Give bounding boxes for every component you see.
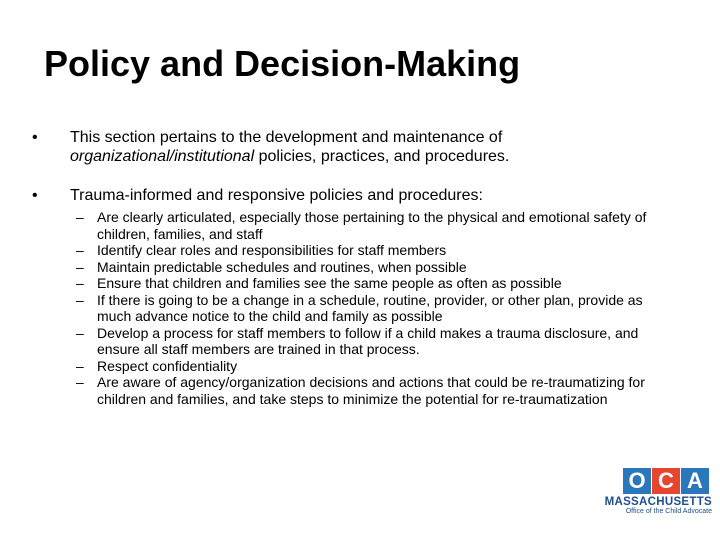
bullet-item [30,186,680,205]
sub-bullet-item: – Ensure that children and families see the same people as often as possible [76,275,562,291]
sub-bullet-marker: – [76,357,84,374]
bullet-text: This section pertains to the development and maintenance of organizational/institutional policies, practices, and procedures. [70,129,510,165]
slide-title: Policy and Decision-Making [44,43,521,84]
oca-logo [594,468,712,530]
emphasis-text: organizational/institutional [70,148,255,165]
sub-bullet-item: – Are clearly articulated, especially those pertaining to the physical and emotional safety of children, families, and staff [76,209,647,242]
sub-bullet-marker: – [76,291,84,308]
logo-letter-o: O [623,468,651,494]
logo-letter-a: A [681,468,709,494]
sub-bullet-marker: – [76,374,84,390]
sub-bullet-item: – If there is going to be a change in a schedule, routine, provider, or other plan, provide as much advance notice to the child and family as possible [76,291,643,324]
sub-bullet-item: – Identify clear roles and responsibilities for staff members [76,242,447,258]
sub-bullet-marker: – [76,258,84,275]
bullet-text: Trauma-informed and responsive policies and procedures: [70,187,483,204]
sub-bullet-list [30,209,666,407]
logo-letter-c: C [652,468,680,494]
sub-bullet-item: – Develop a process for staff members to follow if a child makes a trauma disclosure, and ensure all staff members are trained in that process. [76,324,639,357]
bullet-item [30,128,680,166]
logo-subtitle: Office of the Child Advocate [625,508,712,515]
bullet-marker: • [32,129,38,146]
sub-bullet-marker: – [76,242,84,258]
sub-bullet-marker: – [76,209,84,225]
bullet-list [30,128,680,407]
sub-bullet-marker: – [76,324,84,341]
logo-letters [623,468,712,494]
sub-bullet-item: – Respect confidentiality [76,357,238,374]
sub-bullet-item: – Maintain predictable schedules and routines, when possible [76,258,467,275]
sub-bullet-marker: – [76,275,84,291]
logo-state-name: MASSACHUSETTS [604,496,712,508]
sub-bullet-item: – Are aware of agency/organization decisions and actions that could be re-traumatizing for children and families, and take steps to minimize the potential for re-traumatization [76,374,645,407]
bullet-marker: • [32,187,38,204]
